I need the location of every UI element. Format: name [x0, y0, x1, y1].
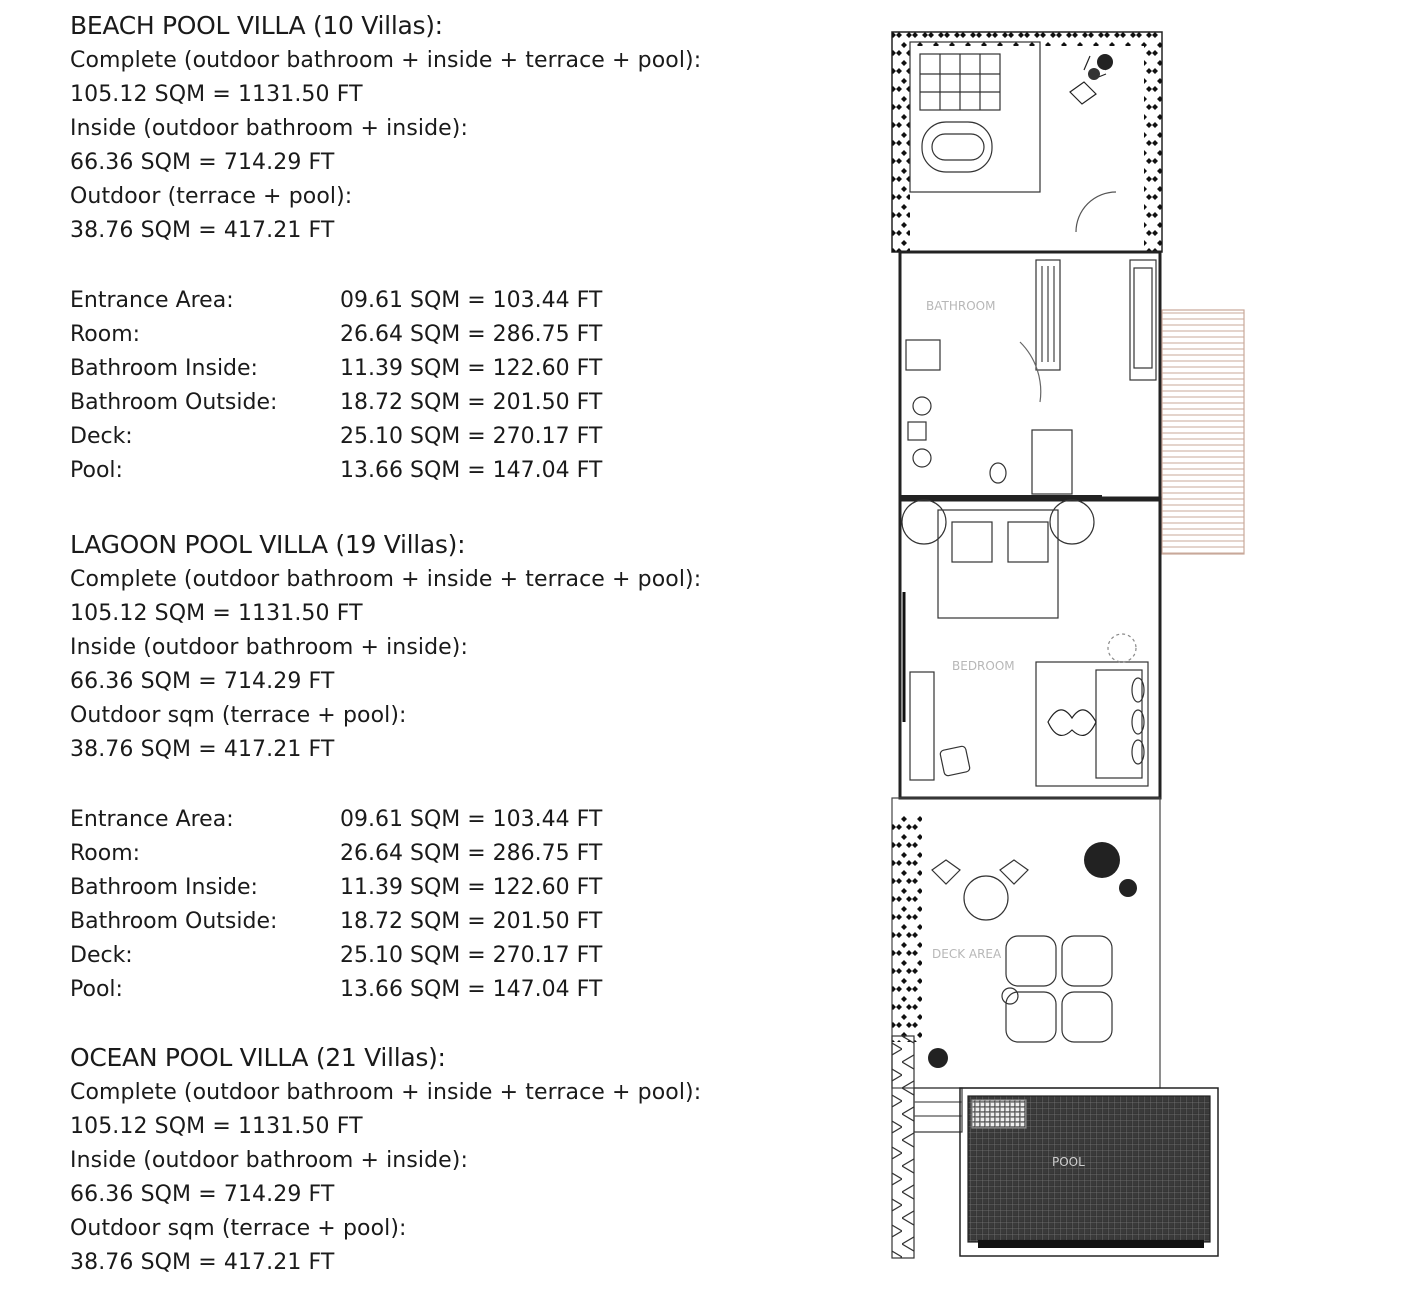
area-row-entrance	[70, 803, 850, 837]
area-row-bathroom-inside	[70, 352, 850, 386]
area-label: Entrance Area:	[70, 807, 234, 832]
area-value: 09.61 SQM = 103.44 FT	[340, 807, 603, 832]
beach-pool-villa-section	[70, 8, 850, 488]
area-label: Pool:	[70, 977, 123, 1002]
complete-area-label: Complete (outdoor bathroom + inside + terrace + pool):	[70, 48, 702, 73]
complete-area-label: Complete (outdoor bathroom + inside + terrace + pool):	[70, 1080, 702, 1105]
inside-area-value: 66.36 SQM = 714.29 FT	[70, 669, 335, 694]
outdoor-area-label: Outdoor sqm (terrace + pool):	[70, 703, 407, 728]
area-row-room	[70, 318, 850, 352]
area-label: Bathroom Inside:	[70, 875, 258, 900]
outdoor-area-value: 38.76 SQM = 417.21 FT	[70, 218, 335, 243]
inside-area-value: 66.36 SQM = 714.29 FT	[70, 1182, 335, 1207]
area-value: 25.10 SQM = 270.17 FT	[340, 943, 603, 968]
inside-area-label: Inside (outdoor bathroom + inside):	[70, 116, 469, 141]
area-row-pool	[70, 973, 850, 1007]
bathroom-area	[900, 252, 1160, 500]
pool-label: POOL	[1052, 1155, 1085, 1169]
deck-label: DECK AREA	[932, 947, 1002, 961]
outdoor-area-label: Outdoor sqm (terrace + pool):	[70, 1216, 407, 1241]
bedroom-area	[900, 498, 1160, 798]
area-label: Deck:	[70, 943, 133, 968]
area-value: 18.72 SQM = 201.50 FT	[340, 909, 603, 934]
villa-title: BEACH POOL VILLA (10 Villas):	[70, 11, 443, 40]
inside-area-value: 66.36 SQM = 714.29 FT	[70, 150, 335, 175]
complete-area-value: 105.12 SQM = 1131.50 FT	[70, 601, 363, 626]
area-value: 26.64 SQM = 286.75 FT	[340, 841, 603, 866]
bathroom-label: BATHROOM	[926, 299, 996, 313]
area-value: 25.10 SQM = 270.17 FT	[340, 424, 603, 449]
area-value: 26.64 SQM = 286.75 FT	[340, 322, 603, 347]
villa-title: LAGOON POOL VILLA (19 Villas):	[70, 530, 466, 559]
area-row-pool	[70, 454, 850, 488]
complete-area-value: 105.12 SQM = 1131.50 FT	[70, 1114, 363, 1139]
area-label: Bathroom Outside:	[70, 390, 278, 415]
deck-edge-truss	[892, 1036, 962, 1258]
stairs	[1162, 310, 1244, 554]
area-label: Bathroom Inside:	[70, 356, 258, 381]
villa-floor-plan	[880, 22, 1260, 1272]
outdoor-area-label: Outdoor (terrace + pool):	[70, 184, 353, 209]
inside-area-label: Inside (outdoor bathroom + inside):	[70, 635, 469, 660]
area-row-bathroom-outside	[70, 905, 850, 939]
area-row-entrance	[70, 284, 850, 318]
ocean-pool-villa-section	[70, 1040, 850, 1280]
outdoor-bathroom-area	[892, 32, 1162, 252]
area-row-bathroom-outside	[70, 386, 850, 420]
area-value: 13.66 SQM = 147.04 FT	[340, 977, 603, 1002]
area-label: Deck:	[70, 424, 133, 449]
area-label: Room:	[70, 841, 141, 866]
area-value: 18.72 SQM = 201.50 FT	[340, 390, 603, 415]
area-value: 13.66 SQM = 147.04 FT	[340, 458, 603, 483]
outdoor-area-value: 38.76 SQM = 417.21 FT	[70, 737, 335, 762]
area-label: Pool:	[70, 458, 123, 483]
outdoor-area-value: 38.76 SQM = 417.21 FT	[70, 1250, 335, 1275]
villa-title: OCEAN POOL VILLA (21 Villas):	[70, 1043, 446, 1072]
area-label: Room:	[70, 322, 141, 347]
bedroom-label: BEDROOM	[952, 659, 1015, 673]
area-row-deck	[70, 939, 850, 973]
area-row-bathroom-inside	[70, 871, 850, 905]
area-value: 11.39 SQM = 122.60 FT	[340, 875, 603, 900]
pool	[960, 1088, 1218, 1256]
inside-area-label: Inside (outdoor bathroom + inside):	[70, 1148, 469, 1173]
area-label: Entrance Area:	[70, 288, 234, 313]
complete-area-label: Complete (outdoor bathroom + inside + terrace + pool):	[70, 567, 702, 592]
area-value: 09.61 SQM = 103.44 FT	[340, 288, 603, 313]
deck-area	[892, 798, 1160, 1088]
area-row-room	[70, 837, 850, 871]
area-label: Bathroom Outside:	[70, 909, 278, 934]
area-row-deck	[70, 420, 850, 454]
area-value: 11.39 SQM = 122.60 FT	[340, 356, 603, 381]
complete-area-value: 105.12 SQM = 1131.50 FT	[70, 82, 363, 107]
lagoon-pool-villa-section	[70, 527, 850, 1007]
